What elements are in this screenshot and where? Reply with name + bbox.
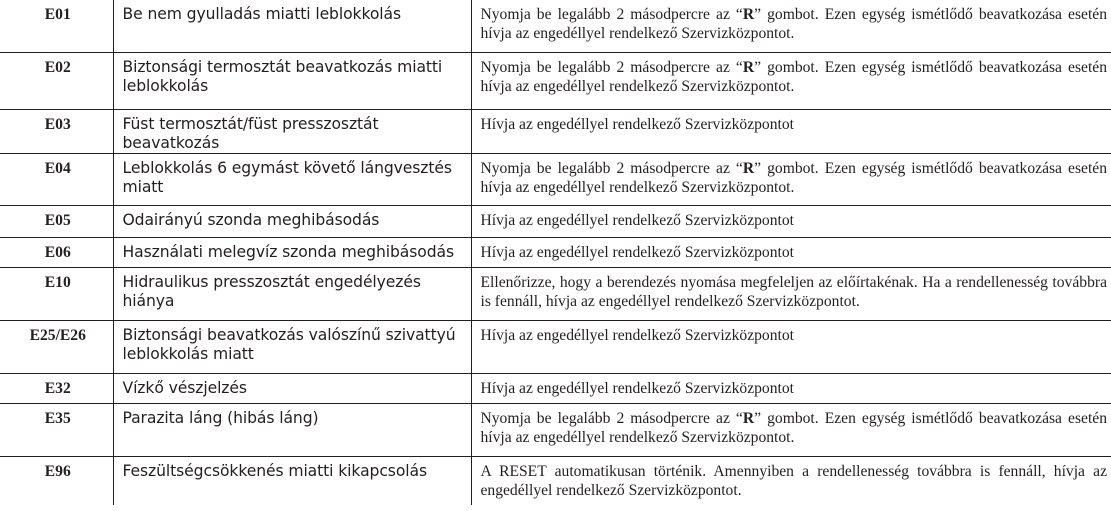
error-action: Nyomja be legalább 2 másodpercre az “R” gombot. Ezen egység ismétlődő beavatkozása esetén hívja az engedéllyel rendelkező Szervizközpontot. [471,0,1111,52]
reset-key-label: R [742,159,755,177]
error-code: E96 [0,456,113,505]
error-code: E01 [0,0,113,52]
error-action: A RESET automatikusan történik. Amennyiben a rendellenesség továbbra is fennáll, hívja az engedéllyel rendelkező Szervizközpontot. [471,456,1111,505]
table-row [0,403,1111,456]
error-description: Hidraulikus presszosztát engedélyezés hiánya [113,267,471,320]
reset-key-label: R [742,6,755,23]
table-row [0,109,1111,153]
error-code: E04 [0,153,113,205]
error-description: Használati melegvíz szonda meghibásodás [113,237,471,267]
error-action: Nyomja be legalább 2 másodpercre az “R” gombot. Ezen egység ismétlődő beavatkozása esetén hívja az engedéllyel rendelkező Szervizközpontot. [471,403,1111,456]
table-row [0,237,1111,267]
table-row [0,52,1111,109]
error-action: Hívja az engedéllyel rendelkező Szervizközpontot [471,237,1111,267]
table-row [0,153,1111,205]
error-action: Ellenőrizze, hogy a berendezés nyomása megfeleljen az előírtakénak. Ha a rendellenesség továbbra is fennáll, hívja az engedéllyel rendelkező Szervizközpontot. [471,267,1111,320]
error-code: E06 [0,237,113,267]
error-description: Leblokkolás 6 egymást követő lángvesztés miatt [113,153,471,205]
error-action: Hívja az engedéllyel rendelkező Szervizközpontot [471,109,1111,153]
error-description: Feszültségcsökkenés miatti kikapcsolás [113,456,471,505]
error-description: Biztonsági termosztát beavatkozás miatti leblokkolás [113,52,471,109]
error-description: Odairányú szonda meghibásodás [113,205,471,237]
table-row [0,0,1111,52]
error-action: Hívja az engedéllyel rendelkező Szervizközpontot [471,205,1111,237]
reset-key-label: R [742,58,755,76]
error-action: Hívja az engedéllyel rendelkező Szervizközpontot [471,373,1111,403]
error-description: Füst termosztát/füst presszosztát beavatkozás [113,109,471,153]
error-action: Nyomja be legalább 2 másodpercre az “R” gombot. Ezen egység ismétlődő beavatkozása esetén hívja az engedéllyel rendelkező Szervizközpontot. [471,52,1111,109]
table-row [0,205,1111,237]
error-code: E03 [0,109,113,153]
table-row [0,267,1111,320]
error-description: Be nem gyulladás miatti leblokkolás [113,0,471,52]
error-description: Vízkő vészjelzés [113,373,471,403]
error-description: Biztonsági beavatkozás valószínű szivattyú leblokkolás miatt [113,320,471,373]
error-code: E10 [0,267,113,320]
table-row [0,373,1111,403]
error-action: Hívja az engedéllyel rendelkező Szervizközpontot [471,320,1111,373]
error-description: Parazita láng (hibás láng) [113,403,471,456]
reset-key-label: R [742,409,755,427]
error-code: E35 [0,403,113,456]
error-action: Nyomja be legalább 2 másodpercre az “R” gombot. Ezen egység ismétlődő beavatkozása esetén hívja az engedéllyel rendelkező Szervizközpontot. [471,153,1111,205]
error-code: E25/E26 [0,320,113,373]
error-code: E32 [0,373,113,403]
table-row [0,320,1111,373]
error-code: E05 [0,205,113,237]
table-row [0,456,1111,505]
error-code: E02 [0,52,113,109]
